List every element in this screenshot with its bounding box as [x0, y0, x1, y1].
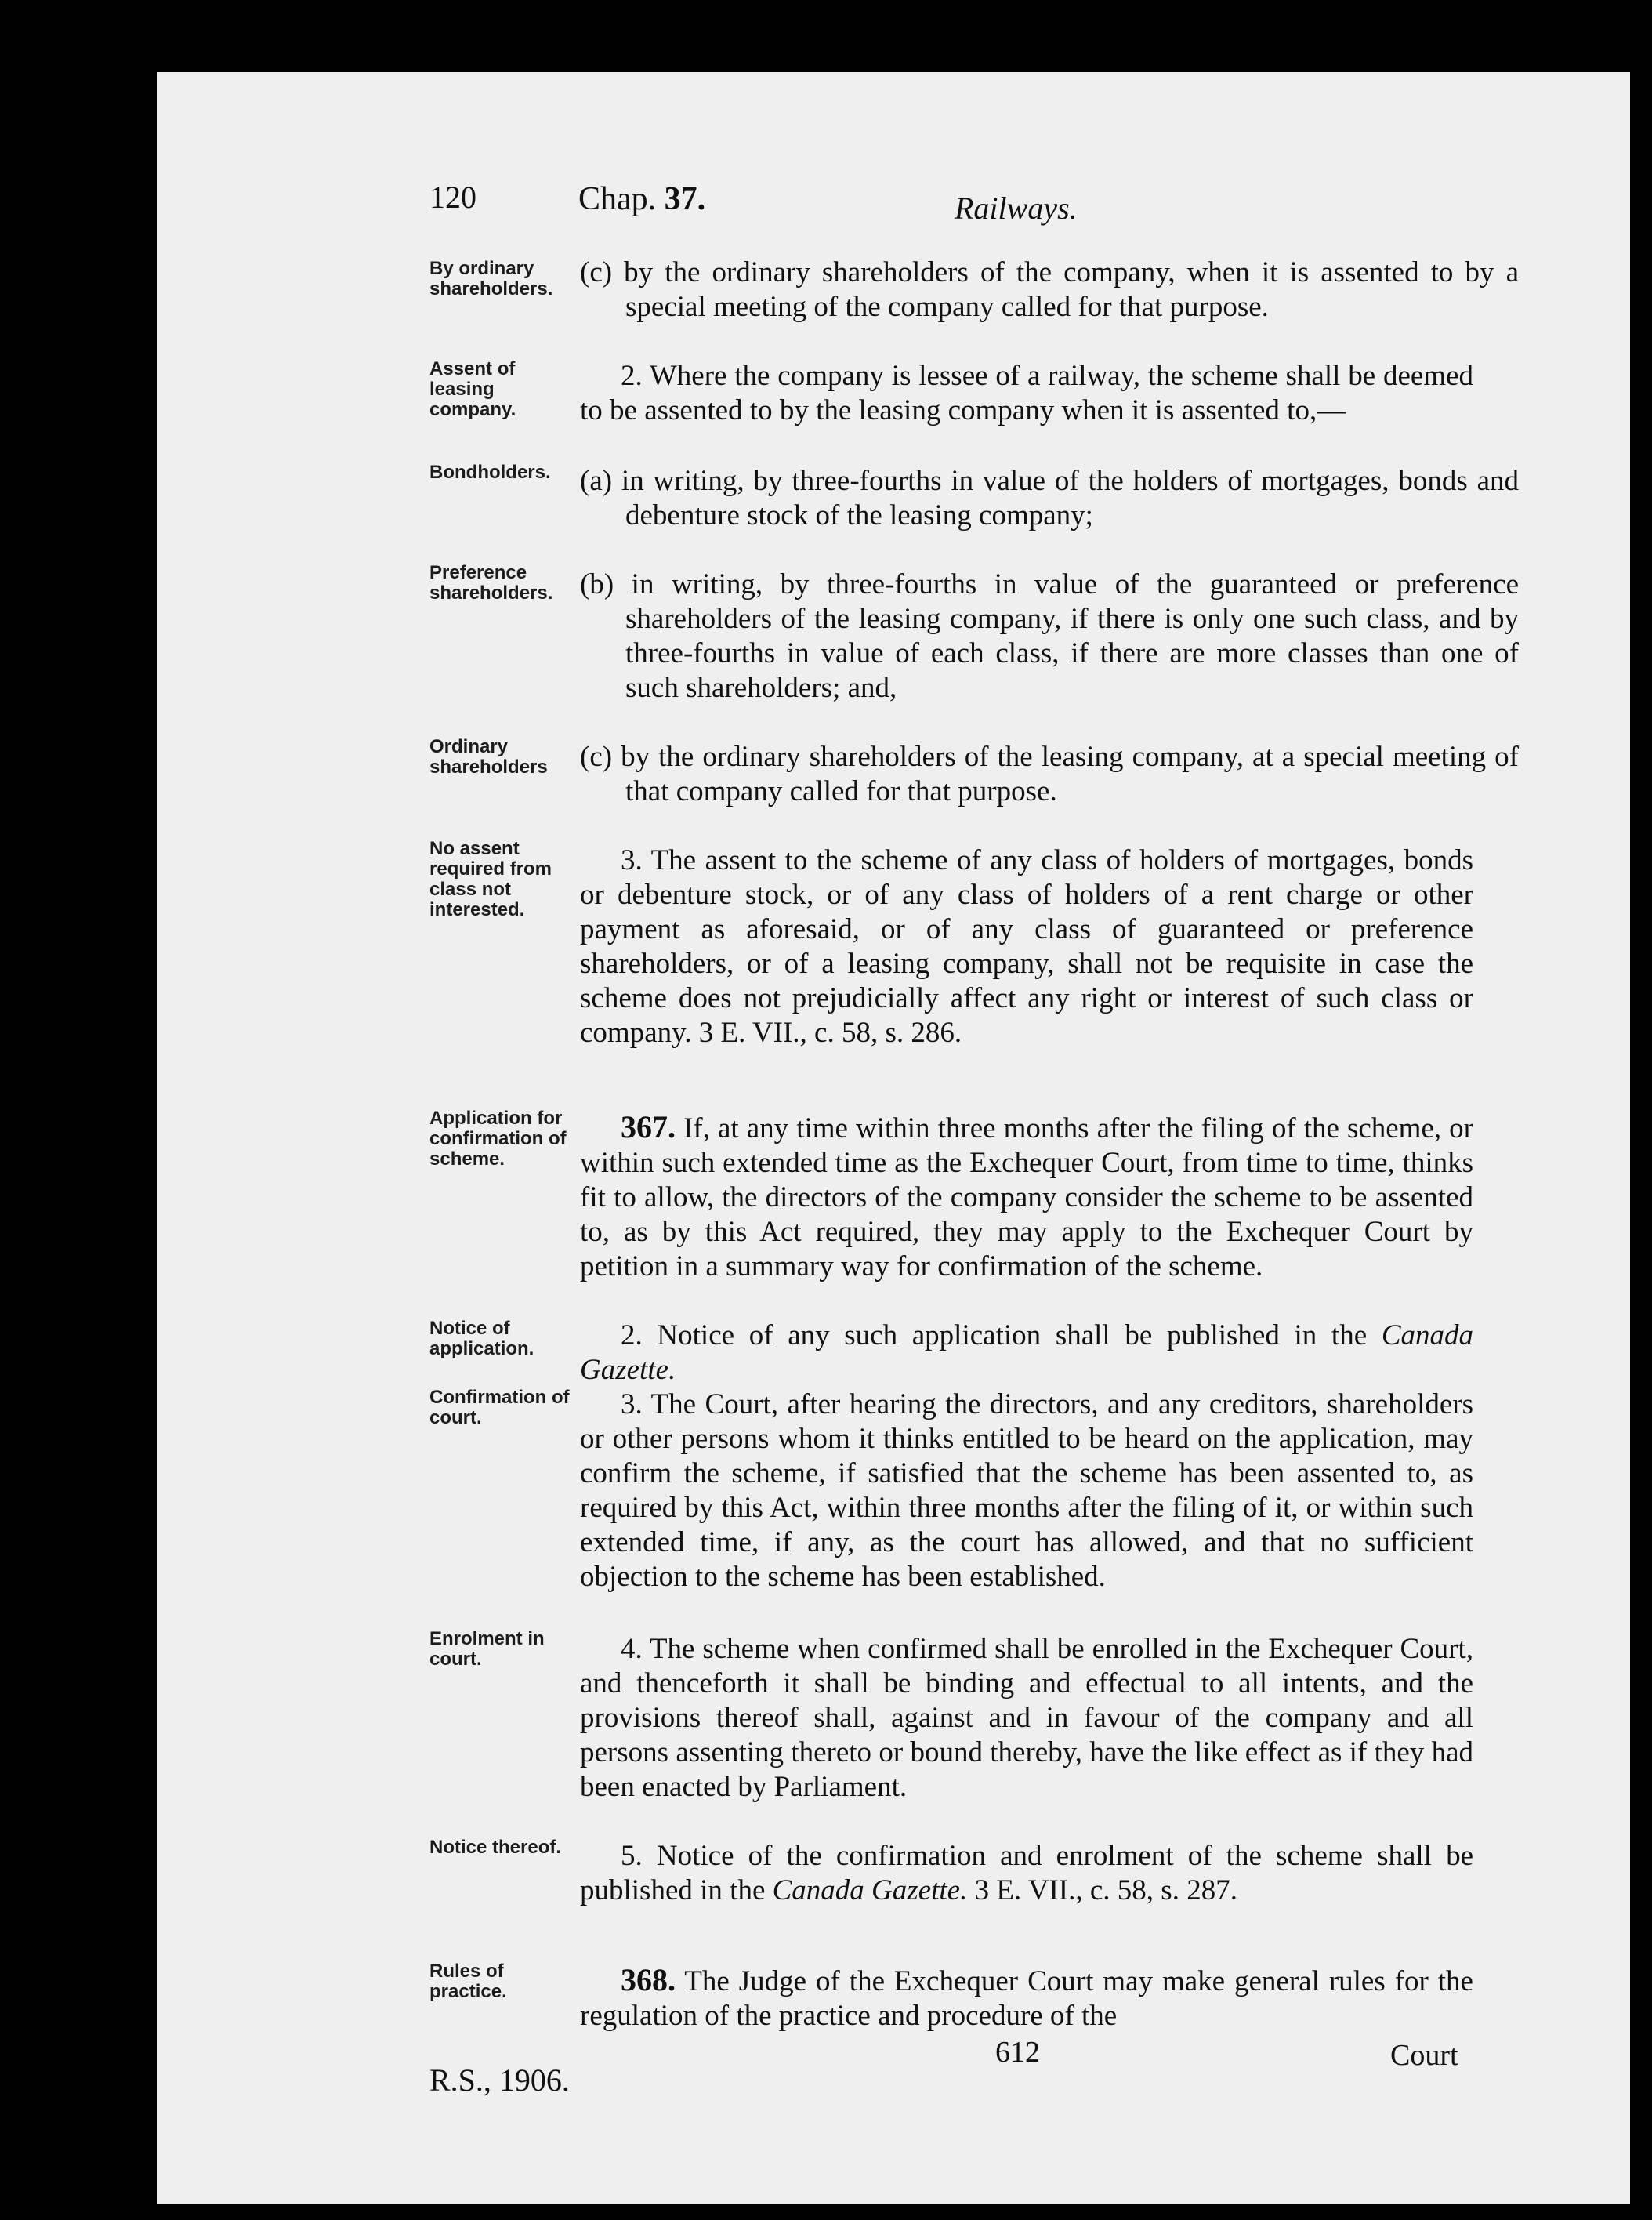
- paragraph-text: 5. Notice of the confirmation and enrolment of the scheme shall be published in the: [580, 1840, 1473, 1906]
- chapter-heading: [578, 180, 705, 218]
- paragraph-text: 2. Notice of any such application shall be published in the: [621, 1319, 1368, 1351]
- margin-note: Rules of practice.: [429, 1961, 507, 2002]
- margin-note: Preference shareholders.: [429, 562, 553, 604]
- gazette-title: Canada Gazette.: [772, 1874, 968, 1906]
- chapter-label: Chap.: [578, 181, 657, 217]
- margin-note: Assent of leasing company.: [429, 358, 516, 420]
- subsection-367-3: 3. The Court, after hearing the directors, and any creditors, shareholders or other persons whom it thinks entitled to be heard on the application, may confirm the scheme, if satisfied that the scheme has been assented to, as required by this Act, within three months after the filing of it, or within such extended time, if any, as the court has allowed, and that no sufficient objection to the scheme has been established.: [580, 1388, 1473, 1593]
- subsection-367-4: 4. The scheme when confirmed shall be enrolled in the Exchequer Court, and thenceforth it shall be binding and effectual to all intents, and the provisions thereof shall, against and in favour of the company and all persons assenting thereto or bound thereby, have the like effect as if they had been enacted by Parliament.: [580, 1633, 1473, 1803]
- section-text: If, at any time within three months after the filing of the scheme, or within such extended time as the Exchequer Court, from time to time, thinks fit to allow, the directors of the company consider the scheme to be assented to, as by this Act required, they may apply to the Exchequer Court by petition in a summary way for confirmation of the scheme.: [580, 1112, 1473, 1282]
- margin-note: No assent required from class not interested.: [429, 838, 552, 920]
- chapter-number: 37.: [664, 181, 706, 217]
- page-number: 120: [429, 180, 476, 215]
- gazette-title: Canada Gazette.: [580, 1319, 1473, 1386]
- clause-c-ordinary-shareholders: (c) by the ordinary shareholders of the company, when it is assented to by a special meeting of the company called for that purpose.: [580, 256, 1519, 323]
- section-367: [580, 1110, 1473, 1284]
- margin-note: Application for confirmation of scheme.: [429, 1108, 567, 1170]
- margin-note: Notice thereof.: [429, 1837, 562, 1858]
- margin-note: By ordinary shareholders.: [429, 258, 553, 299]
- clause-b-preference: (b) in writing, by three-fourths in value of the guaranteed or preference shareholders of the leasing company, if there is only one such class, and by three-fourths in value of each class, if there are more classes than one of such shareholders; and,: [580, 568, 1519, 704]
- clause-a-bondholders: (a) in writing, by three-fourths in value of the holders of mortgages, bonds and debenture stock of the leasing company;: [580, 465, 1519, 531]
- section-text: The Judge of the Exchequer Court may make general rules for the regulation of the practice and procedure of the: [580, 1965, 1473, 2032]
- page-title: Railways.: [955, 190, 1078, 226]
- margin-note: Enrolment in court.: [429, 1628, 545, 1670]
- section-368: [580, 1963, 1473, 2033]
- margin-note: Notice of application.: [429, 1318, 534, 1359]
- subsection-367-5: [580, 1839, 1473, 1908]
- section-number: 368.: [621, 1962, 676, 1997]
- margin-note: Confirmation of court.: [429, 1387, 570, 1428]
- subsection-2: 2. Where the company is lessee of a railway, the scheme shall be deemed to be assented to by the leasing company when it is assented to,—: [580, 360, 1473, 426]
- revision-note: R.S., 1906.: [429, 2062, 570, 2098]
- section-number: 367.: [621, 1109, 676, 1144]
- margin-note: Ordinary shareholders: [429, 736, 548, 778]
- subsection-367-2: [580, 1319, 1473, 1388]
- print-page-number: 612: [995, 2036, 1040, 2069]
- clause-c-leasing-ordinary: (c) by the ordinary shareholders of the leasing company, at a special meeting of that company called for that purpose.: [580, 741, 1519, 807]
- margin-note: Bondholders.: [429, 462, 551, 483]
- citation: 3 E. VII., c. 58, s. 287.: [974, 1874, 1237, 1906]
- catchword: Court: [1390, 2039, 1458, 2072]
- subsection-3: 3. The assent to the scheme of any class of holders of mortgages, bonds or debenture stock, or of any class of holders of a rent charge or other payment as aforesaid, or of any class of guaranteed or preference shareholders, or of a leasing company, shall not be requisite in case the scheme does not prejudicially affect any right or interest of such class or company. 3 E. VII., c. 58, s. 286.: [580, 844, 1473, 1049]
- running-head: [429, 179, 1480, 234]
